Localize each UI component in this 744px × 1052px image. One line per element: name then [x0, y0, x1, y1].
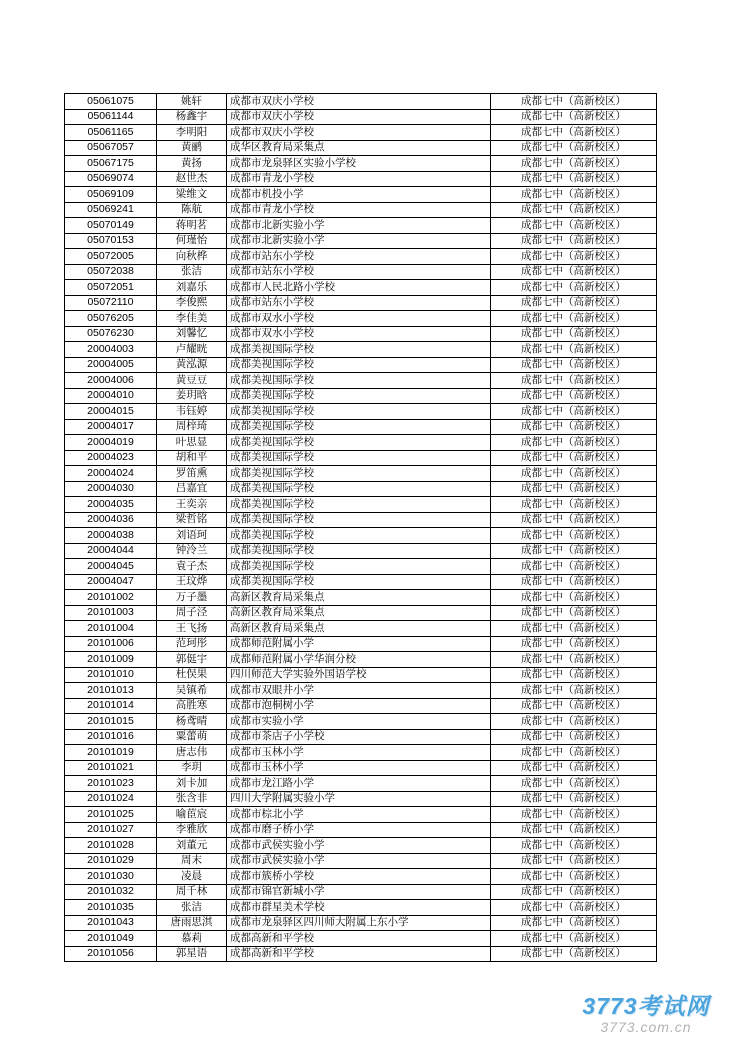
table-cell: 20101015	[65, 714, 157, 730]
table-cell: 成都美视国际学校	[227, 373, 491, 389]
table-cell: 成都美视国际学校	[227, 512, 491, 528]
table-row	[65, 853, 657, 869]
table-cell: 20101016	[65, 729, 157, 745]
table-cell: 05072038	[65, 264, 157, 280]
table-row	[65, 574, 657, 590]
table-cell: 粟蕾萌	[157, 729, 227, 745]
watermark-site-url: 3773.com.cn	[600, 1019, 692, 1035]
table-cell: 成都七中（高新校区）	[491, 745, 657, 761]
table-cell: 成都七中（高新校区）	[491, 714, 657, 730]
table-cell: 郭侹宇	[157, 652, 227, 668]
table-cell: 成都七中（高新校区）	[491, 171, 657, 187]
table-cell: 慕莉	[157, 931, 227, 947]
table-cell: 成华区教育局采集点	[227, 140, 491, 156]
table-row	[65, 776, 657, 792]
table-cell: 20004006	[65, 373, 157, 389]
table-cell: 成都七中（高新校区）	[491, 280, 657, 296]
table-cell: 成都市玉林小学	[227, 745, 491, 761]
table-cell: 成都七中（高新校区）	[491, 497, 657, 513]
table-cell: 05072110	[65, 295, 157, 311]
table-cell: 成都七中（高新校区）	[491, 791, 657, 807]
table-cell: 成都七中（高新校区）	[491, 233, 657, 249]
table-cell: 成都市锦官新城小学	[227, 884, 491, 900]
table-row	[65, 311, 657, 327]
table-cell: 蒋明茗	[157, 218, 227, 234]
table-row	[65, 559, 657, 575]
table-cell: 高新区教育局采集点	[227, 590, 491, 606]
table-cell: 杨鑫宇	[157, 109, 227, 125]
table-cell: 成都市人民北路小学校	[227, 280, 491, 296]
table-cell: 20101024	[65, 791, 157, 807]
table-cell: 20004010	[65, 388, 157, 404]
table-cell: 20004015	[65, 404, 157, 420]
table-row	[65, 931, 657, 947]
table-cell: 吴镇希	[157, 683, 227, 699]
table-cell: 20101014	[65, 698, 157, 714]
table-cell: 成都七中（高新校区）	[491, 574, 657, 590]
table-cell: 周千林	[157, 884, 227, 900]
table-row	[65, 140, 657, 156]
table-row	[65, 543, 657, 559]
table-cell: 20101009	[65, 652, 157, 668]
table-cell: 成都七中（高新校区）	[491, 528, 657, 544]
table-cell: 成都美视国际学校	[227, 543, 491, 559]
table-cell: 20004017	[65, 419, 157, 435]
table-cell: 成都七中（高新校区）	[491, 543, 657, 559]
table-cell: 05069109	[65, 187, 157, 203]
table-cell: 李俊熙	[157, 295, 227, 311]
table-cell: 卢耀晄	[157, 342, 227, 358]
table-cell: 万子墨	[157, 590, 227, 606]
table-cell: 成都七中（高新校区）	[491, 776, 657, 792]
table-cell: 高新区教育局采集点	[227, 605, 491, 621]
table-cell: 05061144	[65, 109, 157, 125]
table-cell: 罗笛熏	[157, 466, 227, 482]
table-cell: 05061165	[65, 125, 157, 141]
table-cell: 20101030	[65, 869, 157, 885]
table-cell: 成都七中（高新校区）	[491, 512, 657, 528]
table-cell: 成都七中（高新校区）	[491, 342, 657, 358]
table-cell: 袁子杰	[157, 559, 227, 575]
table-cell: 20101056	[65, 946, 157, 962]
table-row	[65, 729, 657, 745]
table-cell: 20004023	[65, 450, 157, 466]
table-cell: 周子泾	[157, 605, 227, 621]
table-cell: 成都市青龙小学校	[227, 171, 491, 187]
table-cell: 高新区教育局采集点	[227, 621, 491, 637]
table-cell: 成都市茶店子小学校	[227, 729, 491, 745]
table-cell: 成都七中（高新校区）	[491, 869, 657, 885]
table-cell: 刘卡加	[157, 776, 227, 792]
table-row	[65, 915, 657, 931]
table-cell: 成都七中（高新校区）	[491, 822, 657, 838]
table-cell: 成都美视国际学校	[227, 450, 491, 466]
table-cell: 成都市龙江路小学	[227, 776, 491, 792]
table-row	[65, 202, 657, 218]
table-cell: 成都美视国际学校	[227, 388, 491, 404]
table-cell: 20004047	[65, 574, 157, 590]
table-row	[65, 404, 657, 420]
table-cell: 成都市北新实验小学	[227, 218, 491, 234]
table-row	[65, 233, 657, 249]
table-cell: 成都七中（高新校区）	[491, 900, 657, 916]
table-row	[65, 497, 657, 513]
table-row	[65, 512, 657, 528]
table-cell: 20101021	[65, 760, 157, 776]
table-cell: 成都七中（高新校区）	[491, 466, 657, 482]
table-cell: 成都高新和平学校	[227, 931, 491, 947]
table-cell: 成都七中（高新校区）	[491, 419, 657, 435]
table-cell: 郭星语	[157, 946, 227, 962]
table-cell: 成都七中（高新校区）	[491, 140, 657, 156]
table-row	[65, 171, 657, 187]
table-cell: 20101043	[65, 915, 157, 931]
table-row	[65, 295, 657, 311]
table-cell: 成都市站东小学校	[227, 249, 491, 265]
table-cell: 吕嘉宜	[157, 481, 227, 497]
table-cell: 刘馨忆	[157, 326, 227, 342]
table-cell: 成都七中（高新校区）	[491, 295, 657, 311]
table-cell: 成都七中（高新校区）	[491, 404, 657, 420]
table-cell: 刘董元	[157, 838, 227, 854]
table-cell: 成都七中（高新校区）	[491, 249, 657, 265]
table-cell: 20004038	[65, 528, 157, 544]
table-row	[65, 450, 657, 466]
table-row	[65, 249, 657, 265]
table-row	[65, 869, 657, 885]
table-cell: 成都市群星美术学校	[227, 900, 491, 916]
table-cell: 成都七中（高新校区）	[491, 388, 657, 404]
table-cell: 成都七中（高新校区）	[491, 636, 657, 652]
table-cell: 20101032	[65, 884, 157, 900]
table-cell: 20101013	[65, 683, 157, 699]
table-cell: 姜玥晗	[157, 388, 227, 404]
table-cell: 20101006	[65, 636, 157, 652]
table-cell: 黄豆豆	[157, 373, 227, 389]
table-cell: 20004030	[65, 481, 157, 497]
table-row	[65, 342, 657, 358]
table-cell: 周末	[157, 853, 227, 869]
table-cell: 成都美视国际学校	[227, 528, 491, 544]
table-row	[65, 528, 657, 544]
table-row	[65, 264, 657, 280]
table-row	[65, 388, 657, 404]
table-cell: 成都市双水小学校	[227, 311, 491, 327]
table-cell: 成都七中（高新校区）	[491, 218, 657, 234]
table-cell: 20101025	[65, 807, 157, 823]
table-cell: 成都七中（高新校区）	[491, 667, 657, 683]
table-row	[65, 280, 657, 296]
table-cell: 20101035	[65, 900, 157, 916]
table-cell: 李佳美	[157, 311, 227, 327]
table-cell: 成都美视国际学校	[227, 357, 491, 373]
table-cell: 20101049	[65, 931, 157, 947]
table-cell: 05061075	[65, 94, 157, 110]
table-cell: 05070149	[65, 218, 157, 234]
table-row	[65, 156, 657, 172]
table-row	[65, 745, 657, 761]
table-cell: 成都市双庆小学校	[227, 125, 491, 141]
table-cell: 成都七中（高新校区）	[491, 156, 657, 172]
table-cell: 20101004	[65, 621, 157, 637]
table-cell: 成都高新和平学校	[227, 946, 491, 962]
table-cell: 20101029	[65, 853, 157, 869]
table-row	[65, 946, 657, 962]
table-cell: 张洁	[157, 264, 227, 280]
table-row	[65, 667, 657, 683]
table-row	[65, 605, 657, 621]
table-cell: 成都七中（高新校区）	[491, 125, 657, 141]
table-row	[65, 218, 657, 234]
table-row	[65, 466, 657, 482]
table-cell: 05070153	[65, 233, 157, 249]
table-cell: 成都市龙泉驿区四川师大附属上东小学	[227, 915, 491, 931]
table-cell: 成都七中（高新校区）	[491, 109, 657, 125]
table-cell: 成都市实验小学	[227, 714, 491, 730]
table-cell: 成都市北新实验小学	[227, 233, 491, 249]
table-cell: 成都七中（高新校区）	[491, 838, 657, 854]
table-cell: 成都市双庆小学校	[227, 109, 491, 125]
table-cell: 杨鸢晴	[157, 714, 227, 730]
table-cell: 20101019	[65, 745, 157, 761]
table-cell: 黄泓源	[157, 357, 227, 373]
table-cell: 四川师范大学实验外国语学校	[227, 667, 491, 683]
table-cell: 20004045	[65, 559, 157, 575]
table-cell: 陈航	[157, 202, 227, 218]
table-cell: 胡和平	[157, 450, 227, 466]
table-cell: 成都七中（高新校区）	[491, 698, 657, 714]
table-cell: 赵世杰	[157, 171, 227, 187]
table-cell: 成都七中（高新校区）	[491, 450, 657, 466]
table-cell: 成都七中（高新校区）	[491, 435, 657, 451]
table-cell: 刘语珂	[157, 528, 227, 544]
table-row	[65, 125, 657, 141]
table-cell: 成都七中（高新校区）	[491, 931, 657, 947]
table-row	[65, 326, 657, 342]
table-cell: 成都美视国际学校	[227, 559, 491, 575]
table-row	[65, 187, 657, 203]
table-cell: 05069241	[65, 202, 157, 218]
table-cell: 成都七中（高新校区）	[491, 94, 657, 110]
table-row	[65, 373, 657, 389]
table-body	[65, 94, 657, 962]
table-cell: 成都七中（高新校区）	[491, 187, 657, 203]
table-cell: 韦钰婷	[157, 404, 227, 420]
table-row	[65, 791, 657, 807]
table-cell: 成都美视国际学校	[227, 574, 491, 590]
table-cell: 20101027	[65, 822, 157, 838]
table-cell: 成都美视国际学校	[227, 497, 491, 513]
table-cell: 05069074	[65, 171, 157, 187]
table-row	[65, 683, 657, 699]
table-cell: 梁维文	[157, 187, 227, 203]
table-cell: 20101023	[65, 776, 157, 792]
table-cell: 成都市机投小学	[227, 187, 491, 203]
table-cell: 20004003	[65, 342, 157, 358]
table-cell: 成都七中（高新校区）	[491, 652, 657, 668]
table-cell: 成都七中（高新校区）	[491, 326, 657, 342]
table-cell: 唐志伟	[157, 745, 227, 761]
table-cell: 张洁	[157, 900, 227, 916]
table-cell: 范珂彤	[157, 636, 227, 652]
table-cell: 05072005	[65, 249, 157, 265]
table-cell: 成都七中（高新校区）	[491, 357, 657, 373]
table-cell: 成都七中（高新校区）	[491, 621, 657, 637]
table-row	[65, 698, 657, 714]
table-cell: 20101010	[65, 667, 157, 683]
table-cell: 成都市青龙小学校	[227, 202, 491, 218]
table-cell: 张含非	[157, 791, 227, 807]
table-cell: 梁哲铭	[157, 512, 227, 528]
table-cell: 黄鹂	[157, 140, 227, 156]
table-cell: 成都市棕北小学	[227, 807, 491, 823]
table-cell: 成都七中（高新校区）	[491, 683, 657, 699]
table-cell: 黄扬	[157, 156, 227, 172]
table-cell: 20101003	[65, 605, 157, 621]
table-cell: 成都七中（高新校区）	[491, 807, 657, 823]
table-cell: 成都美视国际学校	[227, 342, 491, 358]
table-cell: 何瑾怡	[157, 233, 227, 249]
table-cell: 成都七中（高新校区）	[491, 481, 657, 497]
table-cell: 成都美视国际学校	[227, 481, 491, 497]
table-row	[65, 481, 657, 497]
table-cell: 成都七中（高新校区）	[491, 590, 657, 606]
table-cell: 成都美视国际学校	[227, 435, 491, 451]
table-cell: 李明阳	[157, 125, 227, 141]
table-cell: 成都七中（高新校区）	[491, 264, 657, 280]
table-cell: 姚轩	[157, 94, 227, 110]
table-cell: 成都七中（高新校区）	[491, 915, 657, 931]
table-cell: 20004024	[65, 466, 157, 482]
table-cell: 05076205	[65, 311, 157, 327]
table-cell: 成都七中（高新校区）	[491, 605, 657, 621]
table-cell: 成都七中（高新校区）	[491, 760, 657, 776]
watermark-site-name: 3773考试网	[582, 993, 710, 1019]
watermark	[566, 993, 726, 1035]
table-row	[65, 94, 657, 110]
table-cell: 成都美视国际学校	[227, 419, 491, 435]
table-cell: 成都七中（高新校区）	[491, 373, 657, 389]
table-cell: 20004035	[65, 497, 157, 513]
table-cell: 向秋桦	[157, 249, 227, 265]
table-cell: 成都市双眼井小学	[227, 683, 491, 699]
table-cell: 王奕亲	[157, 497, 227, 513]
table-cell: 成都七中（高新校区）	[491, 311, 657, 327]
table-row	[65, 760, 657, 776]
table-cell: 20004036	[65, 512, 157, 528]
table-row	[65, 621, 657, 637]
table-cell: 凌晨	[157, 869, 227, 885]
table-cell: 叶思显	[157, 435, 227, 451]
table-cell: 成都七中（高新校区）	[491, 729, 657, 745]
table-row	[65, 900, 657, 916]
table-cell: 成都市龙泉驿区实验小学校	[227, 156, 491, 172]
table-cell: 成都七中（高新校区）	[491, 559, 657, 575]
table-cell: 成都市簇桥小学校	[227, 869, 491, 885]
table-cell: 05067175	[65, 156, 157, 172]
table-cell: 李雅欣	[157, 822, 227, 838]
table-cell: 成都市磨子桥小学	[227, 822, 491, 838]
table-row	[65, 109, 657, 125]
table-cell: 李玥	[157, 760, 227, 776]
table-cell: 20101002	[65, 590, 157, 606]
table-row	[65, 435, 657, 451]
table-row	[65, 838, 657, 854]
table-cell: 成都市双水小学校	[227, 326, 491, 342]
table-cell: 05076230	[65, 326, 157, 342]
table-cell: 成都市站东小学校	[227, 264, 491, 280]
table-cell: 刘嘉乐	[157, 280, 227, 296]
table-cell: 成都师范附属小学华润分校	[227, 652, 491, 668]
table-cell: 杜俣果	[157, 667, 227, 683]
table-cell: 成都市站东小学校	[227, 295, 491, 311]
table-cell: 钟泠兰	[157, 543, 227, 559]
table-cell: 20004005	[65, 357, 157, 373]
table-cell: 成都市武侯实验小学	[227, 838, 491, 854]
table-cell: 05072051	[65, 280, 157, 296]
table-row	[65, 652, 657, 668]
table-cell: 高胜寒	[157, 698, 227, 714]
table-cell: 唐雨思淇	[157, 915, 227, 931]
table-row	[65, 822, 657, 838]
admission-results-table	[64, 93, 657, 962]
table-cell: 成都市玉林小学	[227, 760, 491, 776]
table-cell: 成都七中（高新校区）	[491, 853, 657, 869]
table-cell: 成都师范附属小学	[227, 636, 491, 652]
table-row	[65, 636, 657, 652]
table-cell: 四川大学附属实验小学	[227, 791, 491, 807]
table-cell: 成都市泡桐树小学	[227, 698, 491, 714]
table-cell: 王玟烨	[157, 574, 227, 590]
table-cell: 成都市武侯实验小学	[227, 853, 491, 869]
table-cell: 20101028	[65, 838, 157, 854]
table-cell: 喻茞宸	[157, 807, 227, 823]
table-cell: 王飞扬	[157, 621, 227, 637]
table-cell: 20004044	[65, 543, 157, 559]
table-cell: 成都七中（高新校区）	[491, 202, 657, 218]
table-cell: 成都市双庆小学校	[227, 94, 491, 110]
table-cell: 20004019	[65, 435, 157, 451]
table-row	[65, 884, 657, 900]
table-cell: 成都七中（高新校区）	[491, 884, 657, 900]
table-cell: 成都美视国际学校	[227, 404, 491, 420]
table-cell: 05067057	[65, 140, 157, 156]
table-row	[65, 357, 657, 373]
table-row	[65, 807, 657, 823]
table-row	[65, 714, 657, 730]
table-cell: 周梓琦	[157, 419, 227, 435]
table-cell: 成都七中（高新校区）	[491, 946, 657, 962]
table-row	[65, 419, 657, 435]
table-row	[65, 590, 657, 606]
table-cell: 成都美视国际学校	[227, 466, 491, 482]
